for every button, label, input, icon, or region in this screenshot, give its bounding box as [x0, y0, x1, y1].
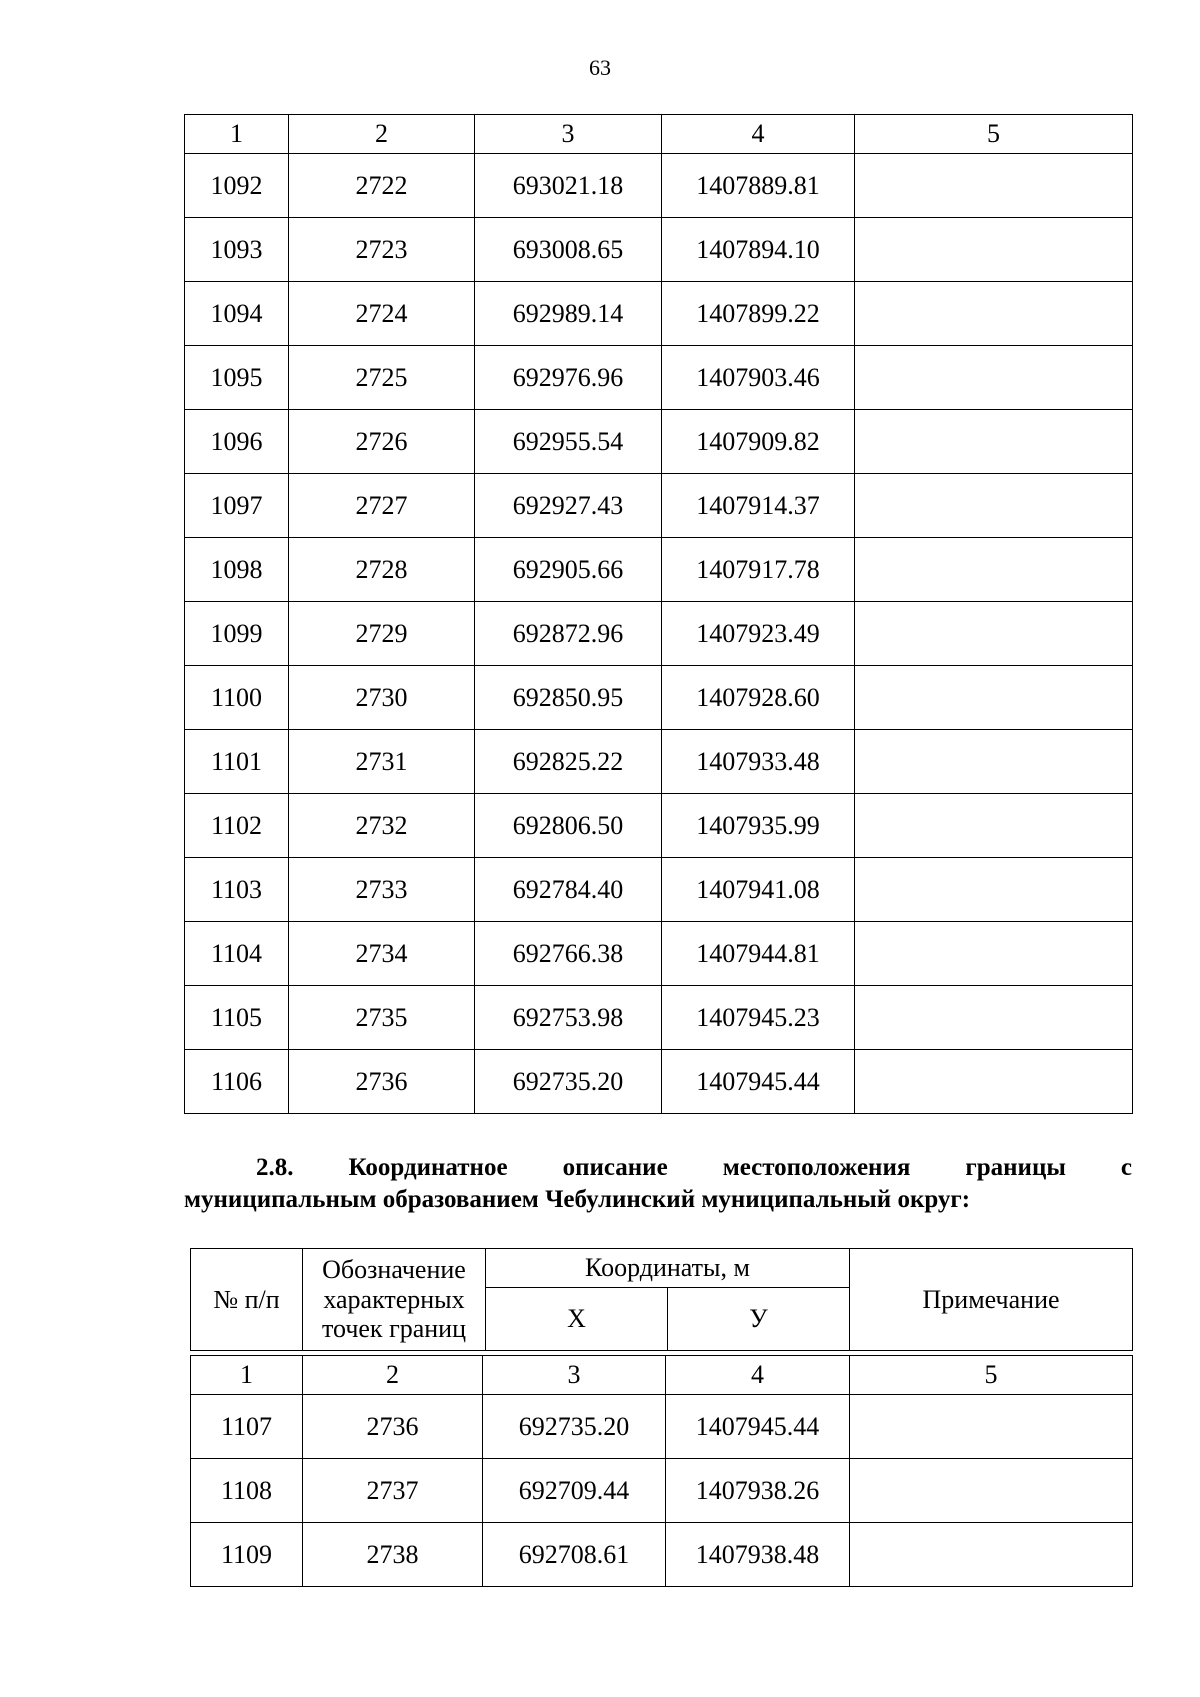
table-cell — [855, 602, 1133, 666]
table-row — [185, 666, 1133, 730]
column-number-cell: 2 — [289, 115, 475, 154]
table-cell: 692905.66 — [475, 538, 662, 602]
table-cell: 692825.22 — [475, 730, 662, 794]
table-cell: 1407935.99 — [662, 794, 855, 858]
table-cell: 2734 — [289, 922, 475, 986]
table-cell: 2729 — [289, 602, 475, 666]
header-note: Примечание — [850, 1249, 1133, 1351]
table-cell: 2730 — [289, 666, 475, 730]
header-coordinates: Координаты, м — [486, 1249, 850, 1288]
table-cell — [855, 218, 1133, 282]
table-row — [185, 282, 1133, 346]
table-cell: 1407944.81 — [662, 922, 855, 986]
section-heading-line-2: муниципальным образованием Чебулинский муниципальный округ: — [184, 1186, 971, 1213]
table-cell: 1407933.48 — [662, 730, 855, 794]
table-cell: 2723 — [289, 218, 475, 282]
table-cell — [855, 410, 1133, 474]
table-cell: 1407938.26 — [666, 1459, 850, 1523]
table-cell: 2736 — [303, 1395, 483, 1459]
coordinates-table-header — [190, 1248, 1133, 1351]
table-cell: 692735.20 — [483, 1395, 666, 1459]
table-cell: 2736 — [289, 1050, 475, 1114]
table-cell: 1108 — [191, 1459, 303, 1523]
coordinates-table-continued — [184, 114, 1133, 1114]
table-row — [185, 218, 1133, 282]
table-cell: 1105 — [185, 986, 289, 1050]
table-cell: 1096 — [185, 410, 289, 474]
header-point-number: № п/п — [191, 1249, 303, 1351]
table-cell: 692708.61 — [483, 1523, 666, 1587]
column-number-cell: 1 — [185, 115, 289, 154]
table-cell: 1407941.08 — [662, 858, 855, 922]
table-cell: 1097 — [185, 474, 289, 538]
table-cell — [855, 154, 1133, 218]
table-cell — [855, 346, 1133, 410]
table-cell: 1407899.22 — [662, 282, 855, 346]
table-cell: 1092 — [185, 154, 289, 218]
column-number-cell: 4 — [666, 1356, 850, 1395]
table-cell: 693008.65 — [475, 218, 662, 282]
table-cell: 1407889.81 — [662, 154, 855, 218]
section-heading-line-1: 2.8. Координатное описание местоположения границы с — [256, 1154, 1132, 1181]
table-row — [191, 1395, 1133, 1459]
table-row — [185, 922, 1133, 986]
table-cell: 692927.43 — [475, 474, 662, 538]
table-cell — [855, 986, 1133, 1050]
table-cell: 1101 — [185, 730, 289, 794]
table-cell: 1098 — [185, 538, 289, 602]
column-number-cell: 2 — [303, 1356, 483, 1395]
table-cell: 2728 — [289, 538, 475, 602]
table-cell: 2724 — [289, 282, 475, 346]
column-number-cell: 5 — [855, 115, 1133, 154]
column-number-cell: 4 — [662, 115, 855, 154]
table-cell: 2725 — [289, 346, 475, 410]
table-cell — [855, 1050, 1133, 1114]
table-cell: 1407945.44 — [662, 1050, 855, 1114]
table-cell: 2727 — [289, 474, 475, 538]
table-row — [185, 986, 1133, 1050]
table-cell — [855, 282, 1133, 346]
table-cell — [855, 858, 1133, 922]
table-row — [185, 538, 1133, 602]
table-cell: 2737 — [303, 1459, 483, 1523]
table-cell: 1109 — [191, 1523, 303, 1587]
column-number-cell: 3 — [475, 115, 662, 154]
table-row — [185, 154, 1133, 218]
table-cell: 692872.96 — [475, 602, 662, 666]
table-row — [185, 474, 1133, 538]
table-row — [191, 1523, 1133, 1587]
table-cell: 1407923.49 — [662, 602, 855, 666]
table-cell: 2732 — [289, 794, 475, 858]
table-row — [185, 1050, 1133, 1114]
table-cell: 2726 — [289, 410, 475, 474]
table-row — [185, 858, 1133, 922]
table-cell: 1102 — [185, 794, 289, 858]
table-cell: 692850.95 — [475, 666, 662, 730]
table-cell: 1407909.82 — [662, 410, 855, 474]
table-cell: 1099 — [185, 602, 289, 666]
page-number: 63 — [589, 55, 611, 80]
table-cell: 692709.44 — [483, 1459, 666, 1523]
table-cell — [855, 666, 1133, 730]
table-cell: 1407928.60 — [662, 666, 855, 730]
header-coordinate-x: X — [486, 1288, 668, 1351]
table-cell: 1407945.23 — [662, 986, 855, 1050]
table-cell: 2733 — [289, 858, 475, 922]
table-row — [185, 410, 1133, 474]
table-cell: 692735.20 — [475, 1050, 662, 1114]
table-row — [185, 602, 1133, 666]
table-cell: 1100 — [185, 666, 289, 730]
table-cell — [850, 1459, 1133, 1523]
column-number-cell: 3 — [483, 1356, 666, 1395]
column-number-row — [185, 115, 1133, 154]
table-cell — [850, 1395, 1133, 1459]
section-heading — [184, 1152, 1132, 1216]
table-cell: 1095 — [185, 346, 289, 410]
table-row — [185, 346, 1133, 410]
column-number-cell: 1 — [191, 1356, 303, 1395]
table-cell: 1104 — [185, 922, 289, 986]
table-cell: 692766.38 — [475, 922, 662, 986]
table-cell — [850, 1523, 1133, 1587]
column-number-cell: 5 — [850, 1356, 1133, 1395]
table-cell: 1107 — [191, 1395, 303, 1459]
table-cell — [855, 474, 1133, 538]
table-cell: 1407903.46 — [662, 346, 855, 410]
table-cell: 1103 — [185, 858, 289, 922]
table-cell: 2731 — [289, 730, 475, 794]
table-cell — [855, 730, 1133, 794]
table-cell — [855, 538, 1133, 602]
table-cell: 692955.54 — [475, 410, 662, 474]
table-cell: 2735 — [289, 986, 475, 1050]
table-cell: 693021.18 — [475, 154, 662, 218]
coordinates-table — [190, 1355, 1133, 1587]
table-cell: 692784.40 — [475, 858, 662, 922]
table-row — [191, 1459, 1133, 1523]
table-row — [185, 730, 1133, 794]
table-cell: 1106 — [185, 1050, 289, 1114]
table-cell: 1093 — [185, 218, 289, 282]
table-cell: 692989.14 — [475, 282, 662, 346]
table-cell: 692976.96 — [475, 346, 662, 410]
table-cell: 1407917.78 — [662, 538, 855, 602]
header-point-designation: Обозначение характерных точек границ — [303, 1249, 486, 1351]
table-cell: 2738 — [303, 1523, 483, 1587]
table-cell — [855, 794, 1133, 858]
header-coordinate-y: У — [668, 1288, 850, 1351]
table-cell: 692753.98 — [475, 986, 662, 1050]
table-cell: 692806.50 — [475, 794, 662, 858]
table-cell: 1407914.37 — [662, 474, 855, 538]
table-row — [185, 794, 1133, 858]
column-number-row — [191, 1356, 1133, 1395]
table-cell: 2722 — [289, 154, 475, 218]
table-cell — [855, 922, 1133, 986]
table-cell: 1407945.44 — [666, 1395, 850, 1459]
table-cell: 1407894.10 — [662, 218, 855, 282]
table-cell: 1094 — [185, 282, 289, 346]
table-cell: 1407938.48 — [666, 1523, 850, 1587]
